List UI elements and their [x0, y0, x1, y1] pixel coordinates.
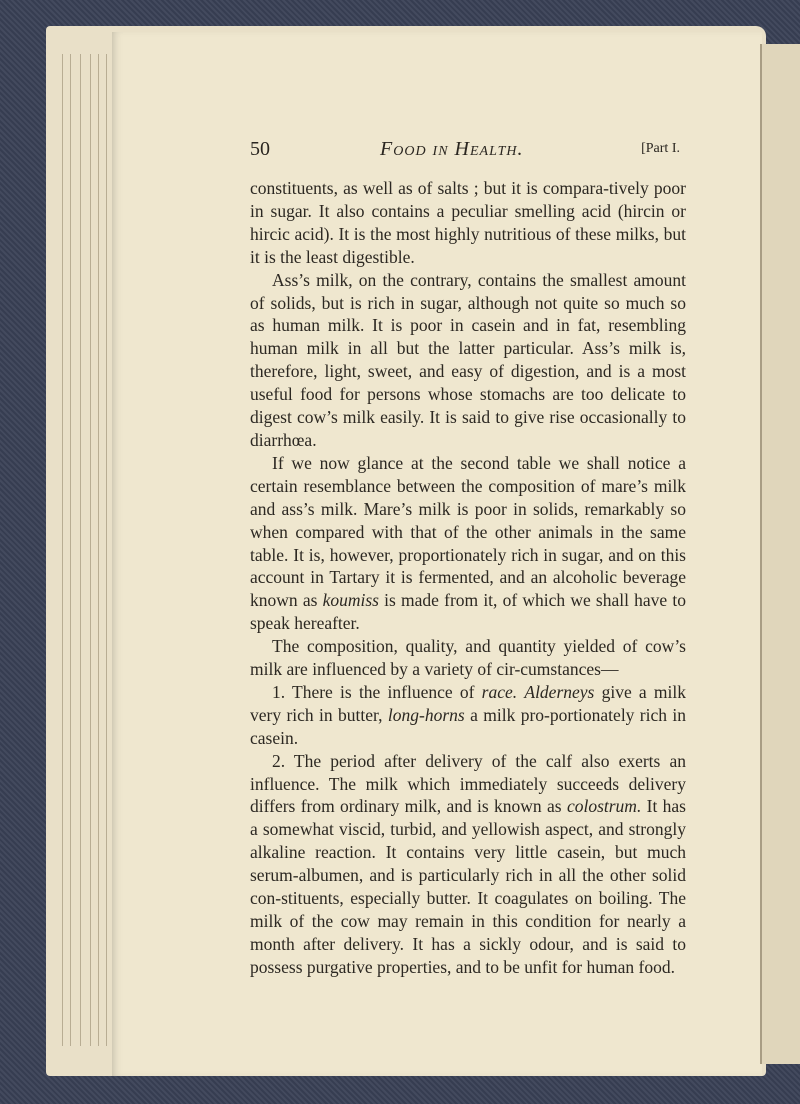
italic-term: Alderneys — [524, 681, 595, 702]
page-number: 50 — [250, 138, 270, 160]
paragraph — [250, 681, 686, 750]
page-edge — [106, 54, 107, 1046]
paragraph: The composition, quality, and quantity yielded of cow’s milk are influenced by a variety of cir-cumstances— — [250, 636, 686, 680]
text-run: is made from it, of which we shall have to speak hereafter. — [250, 590, 686, 634]
page-edge — [70, 54, 71, 1046]
text-run: It has a somewhat viscid, turbid, and yellowish aspect, and strongly alkaline reaction. It contains very little casein, but much serum-albumen, and is particularly rich in all the other solid con-stituents, especially butter. It coagulates on boiling. The milk of the cow may remain in this condition for nearly a month after delivery. It has a sickly odour, and is said to possess purgative properties, and to be unfit for human food. — [250, 796, 686, 977]
paragraph — [250, 452, 686, 635]
text-run: If we now glance at the second table we shall notice a certain resemblance between the composition of mare’s milk and ass’s milk. Mare’s milk is poor in solids, remarkably so when compared with that of the other animals in the same table. It is, however, proportionately rich in sugar, and on this account in Tartary it is fermented, and an alcoholic beverage known as — [250, 452, 686, 611]
italic-term: koumiss — [322, 590, 379, 611]
text-run: a milk pro-portionately rich in casein. — [250, 704, 686, 748]
page-edge — [62, 54, 63, 1046]
page-header — [250, 138, 680, 164]
running-title: Food in Health. — [380, 138, 524, 160]
paragraph — [250, 750, 686, 979]
italic-term: colostrum. — [566, 796, 642, 817]
page-edge — [90, 54, 91, 1046]
body-text — [250, 177, 686, 979]
italic-term: long-horns — [387, 704, 465, 725]
italic-term: race. — [481, 681, 518, 702]
text-run: 1. There is the influence of — [272, 681, 482, 702]
paragraph: constituents, as well as of salts ; but it is compara-tively poor in sugar. It also contains a peculiar smelling acid (hircin or hircic acid). It is the most highly nutritious of these milks, but it is the least digestible. — [250, 178, 686, 267]
part-label: [Part I. — [641, 141, 680, 156]
page-edge — [80, 54, 81, 1046]
paragraph: Ass’s milk, on the contrary, contains the smallest amount of solids, but is rich in sugar, although not quite so much so as human milk. It is poor in casein and in fat, resembling human milk in all but the latter particular. Ass’s milk is, therefore, light, sweet, and easy of digestion, and is a most useful food for persons whose stomachs are too delicate to digest cow’s milk easily. It is said to give rise occasionally to diarrhœa. — [250, 269, 686, 450]
page-edge — [98, 54, 99, 1046]
text-run: give a milk very rich in butter, — [250, 681, 686, 725]
facing-page-edge — [760, 44, 800, 1064]
text-run: 2. The period after delivery of the calf also exerts an influence. The milk which immediately succeeds delivery differs from ordinary milk, and is known as — [250, 750, 686, 817]
